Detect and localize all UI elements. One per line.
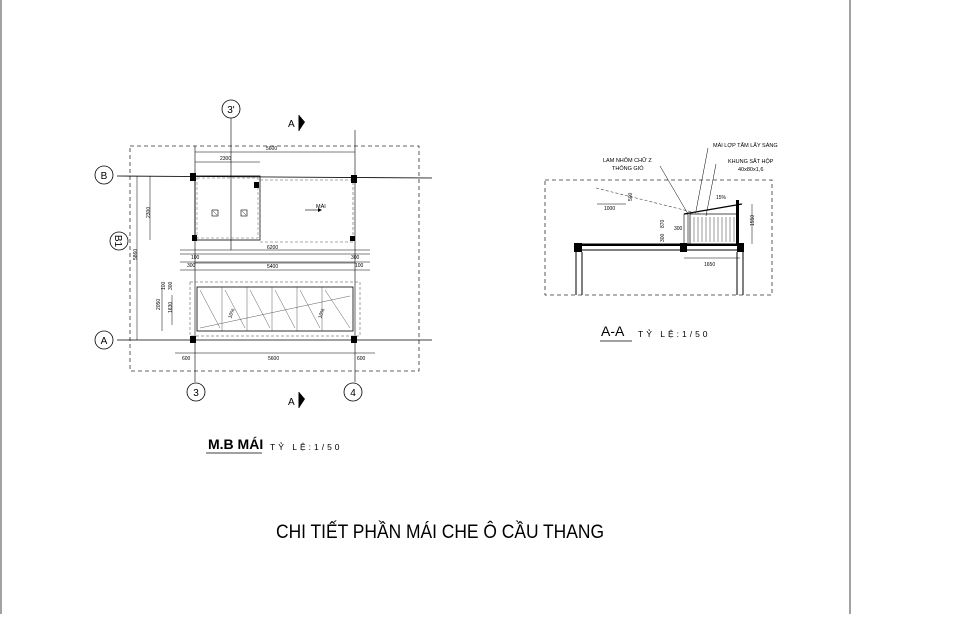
post-left xyxy=(684,214,688,244)
dim-300-section: 300 xyxy=(674,226,683,232)
column xyxy=(192,235,197,241)
sheet-title: CHI TIẾT PHẦN MÁI CHE Ô CẦU THANG xyxy=(276,522,634,543)
roof-label: MÁI xyxy=(316,204,326,210)
dim-1650: 1650 xyxy=(704,262,716,268)
dim-600-left: 600 xyxy=(182,356,191,362)
svg-text:3': 3' xyxy=(227,105,235,116)
dim-100-right: 100 xyxy=(355,263,364,269)
svg-text:4: 4 xyxy=(350,388,356,399)
stair-box-inner xyxy=(197,178,258,238)
dim-1550: 1550 xyxy=(750,214,756,226)
grid-bubble-4 xyxy=(344,383,362,401)
section-mark-bottom xyxy=(288,392,305,408)
dim-1000: 1000 xyxy=(604,206,616,212)
dim-300-right: 300 xyxy=(351,255,360,261)
svg-text:A: A xyxy=(288,119,295,130)
column xyxy=(190,336,196,343)
grid-bubble-3 xyxy=(187,383,205,401)
dim-5600-top: 5600 xyxy=(266,146,278,152)
label-roof-sheet: MÁI LỢP TẤM LẤY SÁNG xyxy=(713,143,778,149)
slope-left: 10% xyxy=(227,307,237,320)
grid-line-b xyxy=(117,176,432,178)
column xyxy=(254,182,259,188)
section-slope: 15% xyxy=(716,195,727,201)
svg-text:A: A xyxy=(288,397,295,408)
dim-v-2300: 2300 xyxy=(146,206,152,218)
grid-bubble-b1 xyxy=(110,232,128,250)
plan-title: M.B MÁI xyxy=(208,436,264,452)
section-mark-top xyxy=(288,115,305,131)
column xyxy=(190,173,196,181)
label-steel-frame: KHUNG SẮT HỘP xyxy=(728,159,774,165)
roof-canopy xyxy=(197,287,353,331)
column xyxy=(351,336,357,343)
label-steel-size: 40x80x1,6 xyxy=(738,167,764,173)
plan-outline xyxy=(130,146,419,371)
stair-box xyxy=(195,176,260,240)
section-scale: TỶ LỆ:1/50 xyxy=(638,329,711,339)
dim-6200: 6200 xyxy=(267,245,279,251)
dim-2300: 2300 xyxy=(220,156,232,162)
dim-v-1630: 1630 xyxy=(168,301,174,313)
label-louver: LAM NHÔM CHỮ Z xyxy=(603,158,652,164)
plan-scale: TỶ LỆ:1/50 xyxy=(270,442,343,452)
section-a-a xyxy=(545,142,778,341)
dim-500: 500 xyxy=(628,192,634,201)
roof-plan xyxy=(95,100,432,453)
beam-left xyxy=(574,243,582,252)
canopy-ribs xyxy=(200,287,350,331)
section-title: A-A xyxy=(601,323,625,339)
columns xyxy=(190,173,357,343)
svg-text:B: B xyxy=(100,171,108,182)
post-right xyxy=(736,200,739,244)
label-ventilation: THÔNG GIÓ xyxy=(612,166,644,172)
column xyxy=(350,236,355,241)
grid-bubble-b xyxy=(95,166,113,184)
grid-bubble-3prime xyxy=(222,100,240,118)
dim-870: 870 xyxy=(660,219,666,228)
svg-text:3: 3 xyxy=(193,388,199,399)
dim-v-2050: 2050 xyxy=(156,298,162,310)
dim-v-5860: 5860 xyxy=(133,248,139,260)
louver-lines xyxy=(694,217,734,242)
beam-mid xyxy=(680,243,687,252)
svg-text:A: A xyxy=(100,336,108,347)
beam-right xyxy=(737,243,744,252)
grid-bubble-a xyxy=(95,331,113,349)
column xyxy=(351,175,357,183)
dim-v-100: 100 xyxy=(161,281,167,290)
dim-300-left: 300 xyxy=(187,263,196,269)
svg-text:B1: B1 xyxy=(112,234,123,248)
dim-300-section-b: 300 xyxy=(660,233,666,242)
dim-5400: 5400 xyxy=(267,264,279,270)
dim-v-300: 300 xyxy=(168,281,174,290)
roof-sheet xyxy=(684,204,742,214)
dim-600-right: 600 xyxy=(357,356,366,362)
dim-100-left: 100 xyxy=(191,255,200,261)
dim-5600-bottom: 5600 xyxy=(268,356,280,362)
slope-right: 10% xyxy=(317,307,327,320)
roof-area-upper xyxy=(260,180,353,242)
